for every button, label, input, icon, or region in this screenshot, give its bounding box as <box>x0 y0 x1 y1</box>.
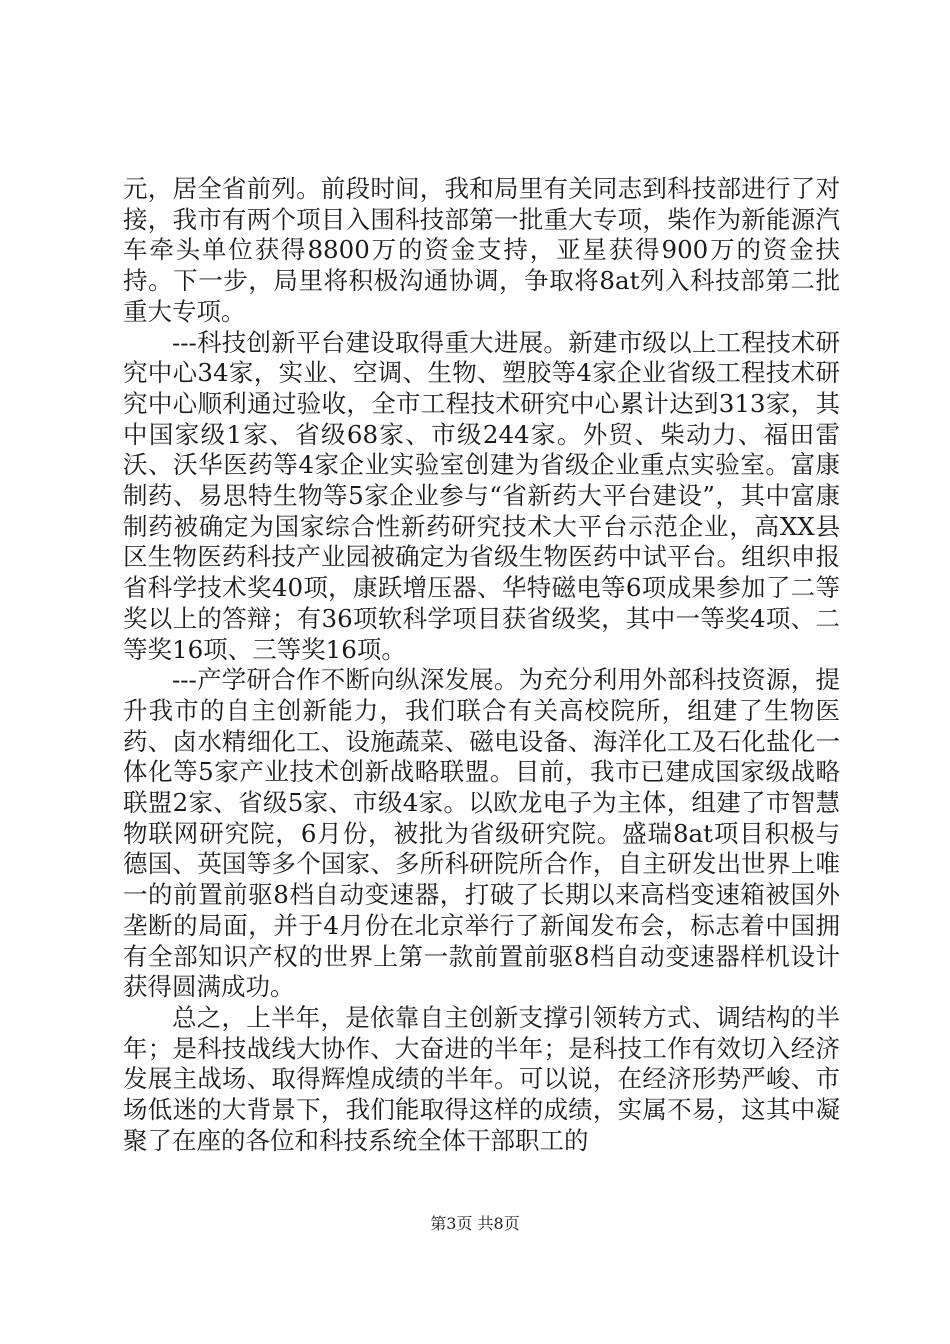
paragraph-platform-construction: ---科技创新平台建设取得重大进展。新建市级以上工程技术研究中心34家，实业、空调、生物、塑胶等4家企业省级工程技术研究中心顺利通过验收，全市工程技术研究中心累计达到313家，其中国家级1家、省级68家、市级244家。外贸、柴动力、福田雷沃、沃华医药等4家企业实验室创建为省级企业重点实验室。富康制药、易思特生物等5家企业参与“省新药大平台建设”，其中富康制药被确定为国家综合性新药研究技术大平台示范企业，高XX县区生物医药科技产业园被确定为省级生物医药中试平台。组织申报省科学技术奖40项，康跃增压器、华特磁电等6项成果参加了二等奖以上的答辩；有36项软科学项目获省级奖，其中一等奖4项、二等奖16项、三等奖16项。 <box>123 327 840 664</box>
paragraph-summary: 总之，上半年，是依靠自主创新支撑引领转方式、调结构的半年；是科技战线大协作、大奋进的半年；是科技工作有效切入经济发展主战场、取得辉煌成绩的半年。可以说，在经济形势严峻、市场低迷的大背景下，我们能取得这样的成绩，实属不易，这其中凝聚了在座的各位和科技系统全体干部职工的 <box>123 1002 840 1155</box>
paragraph-industry-research-cooperation: ---产学研合作不断向纵深发展。为充分利用外部科技资源，提升我市的自主创新能力，我们联合有关高校院所，组建了生物医药、卤水精细化工、设施蔬菜、磁电设备、海洋化工及石化盐化一体化等5家产业技术创新战略联盟。目前，我市已建成国家级战略联盟2家、省级5家、市级4家。以欧龙电子为主体，组建了市智慧物联网研究院，6月份，被批为省级研究院。盛瑞8at项目积极与德国、英国等多个国家、多所科研院所合作，自主研发出世界上唯一的前置前驱8档自动变速器，打破了长期以来高档变速箱被国外垄断的局面，并于4月份在北京举行了新闻发布会，标志着中国拥有全部知识产权的世界上第一款前置前驱8档自动变速器样机设计获得圆满成功。 <box>123 665 840 1002</box>
page-footer: 第3页 共8页 <box>430 1214 520 1233</box>
paragraph-funding: 元，居全省前列。前段时间，我和局里有关同志到科技部进行了对接，我市有两个项目入围科技部第一批重大专项，柴作为新能源汽车牵头单位获得8800万的资金支持，亚星获得900万的资金扶持。下一步，局里将积极沟通协调，争取将8at列入科技部第二批重大专项。 <box>123 174 840 326</box>
document-body <box>123 174 840 1157</box>
